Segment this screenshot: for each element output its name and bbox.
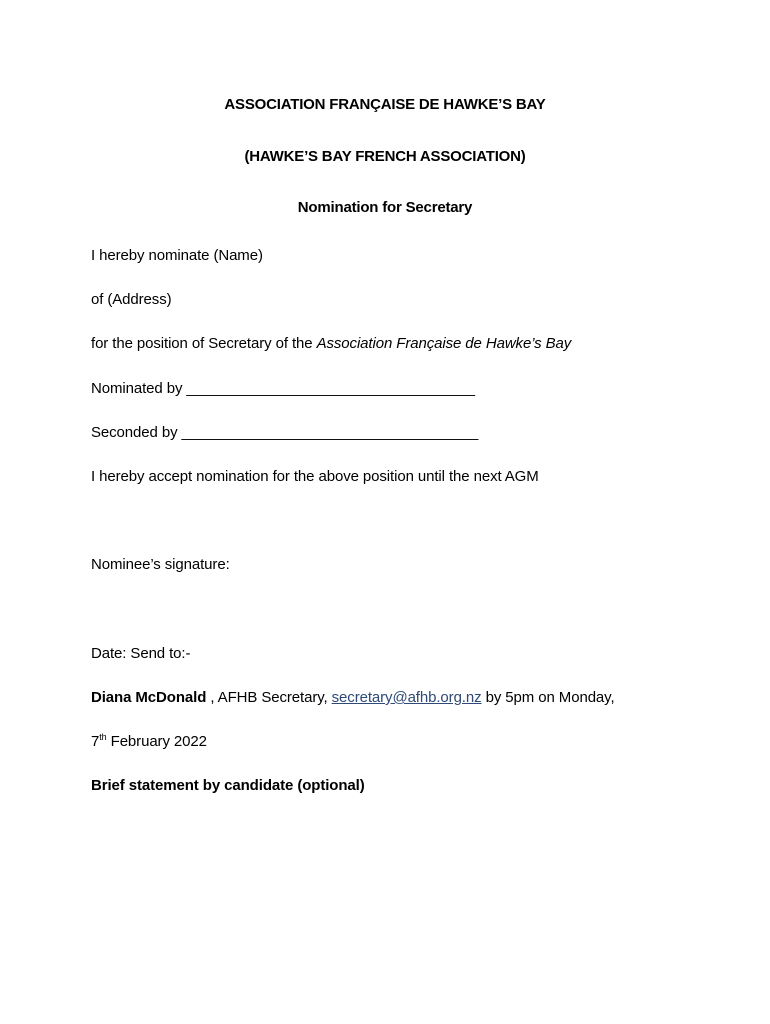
document-subtitle: (HAWKE’S BAY FRENCH ASSOCIATION)	[244, 148, 526, 165]
seconded-by-line: Seconded by ____________________________________	[91, 424, 479, 441]
date-rest: February 2022	[106, 733, 207, 750]
deadline-date-line	[91, 733, 207, 750]
date-suffix: th	[99, 732, 107, 742]
position-org: Association Française de Hawke’s Bay	[316, 335, 572, 352]
contact-name: Diana McDonald	[91, 689, 207, 706]
contact-email-link[interactable]: secretary@afhb.org.nz	[331, 689, 482, 706]
date-send-line: Date: Send to:-	[91, 645, 191, 662]
position-prefix: for the position of Secretary of the	[91, 335, 317, 352]
statement-label: Brief statement by candidate (optional)	[91, 777, 365, 794]
document-title: ASSOCIATION FRANÇAISE DE HAWKE’S BAY	[224, 96, 546, 113]
position-line	[91, 335, 571, 352]
nominate-line: I hereby nominate (Name)	[91, 247, 263, 264]
signature-label: Nominee’s signature:	[91, 556, 230, 573]
deadline-text: by 5pm on Monday,	[481, 689, 615, 706]
contact-line	[91, 689, 615, 706]
accept-line: I hereby accept nomination for the above position until the next AGM	[91, 468, 539, 485]
address-line: of (Address)	[91, 291, 172, 308]
date-day: 7	[91, 733, 100, 750]
contact-role: , AFHB Secretary,	[206, 689, 332, 706]
nominated-by-line: Nominated by ___________________________________	[91, 380, 475, 397]
form-title: Nomination for Secretary	[297, 199, 473, 216]
